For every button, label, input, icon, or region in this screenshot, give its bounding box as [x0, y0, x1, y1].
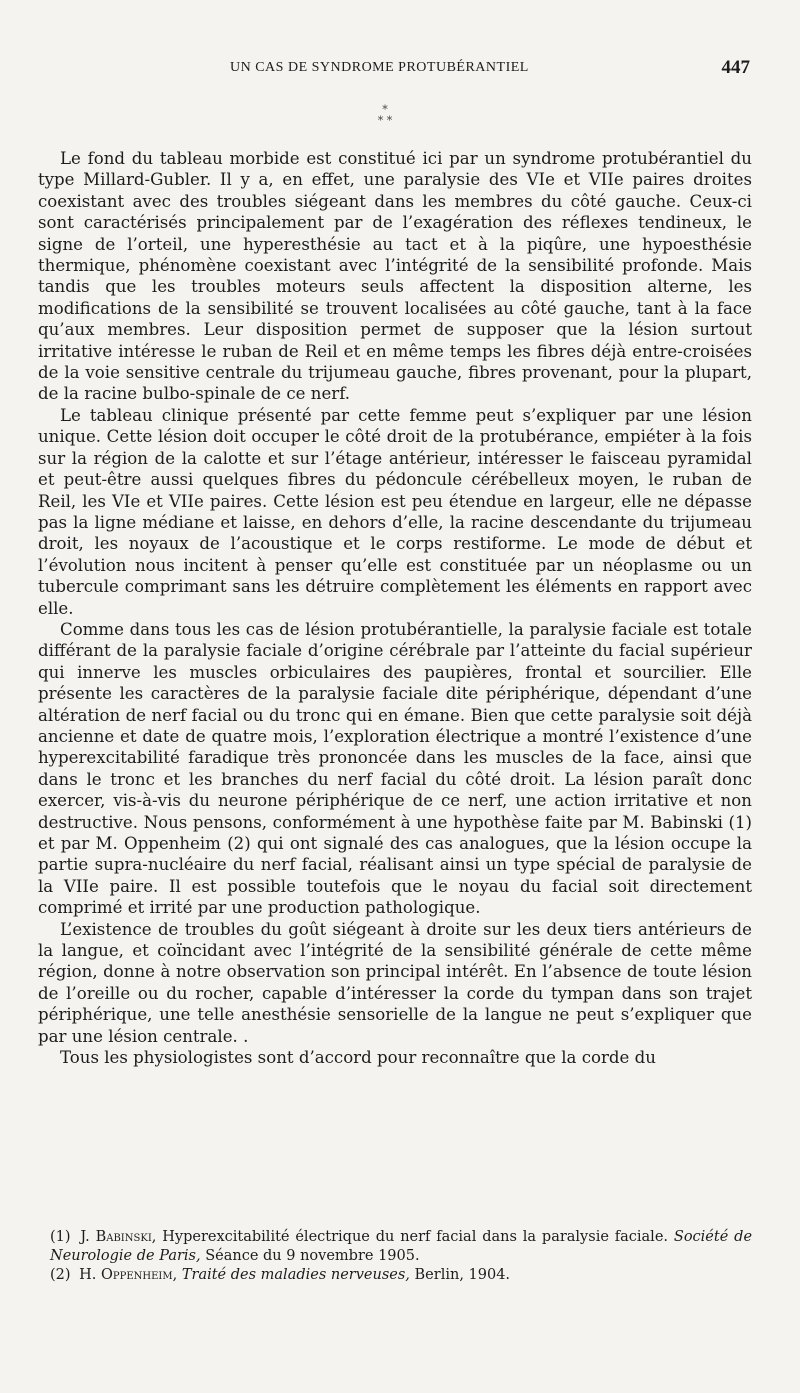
- page-number: 447: [721, 57, 750, 78]
- asterism-top: *: [382, 103, 388, 116]
- footnote-author: H. Oppenheim,: [79, 1267, 178, 1283]
- body-text: [38, 148, 752, 1068]
- running-title: UN CAS DE SYNDROME PROTUBÉRANTIEL: [230, 60, 529, 75]
- footnote-2: [50, 1266, 752, 1285]
- footnote-details: Séance du 9 novembre 1905.: [205, 1248, 420, 1264]
- paragraph-5: Tous les physiologistes sont d’accord pour reconnaître que la corde du: [60, 1048, 656, 1068]
- footnotes: [50, 1228, 752, 1285]
- paragraph-1: Le fond du tableau morbide est constitué ici par un syndrome protubérantiel du type Millard-Gubler. Il y a, en effet, une paralysie des VIe et VIIe paires droites coexistant avec des troubles siégeant dans les membres du côté gauche. Ceux-ci sont caractérisés principalement par de l’exagération des réflexes tendineux, le signe de l’orteil, une hyperesthésie au tact et à la piqûre, une hypoesthésie thermique, phénomène coexistant avec l’intégrité de la sensibilité profonde. Mais tandis que les troubles moteurs seuls affectent la disposition alterne, les modifications de la sensibilité se trouvent localisées au côté gauche, tant à la face qu’aux membres. Leur disposition permet de supposer que la lésion surtout irritative intéresse le ruban de Reil et en même temps les fibres déjà entre-croisées de la voie sensitive centrale du trijumeau gauche, fibres provenant, pour la plupart, de la racine bulbo-spinale de ce nerf.: [38, 149, 752, 404]
- asterism-bottom: * *: [377, 114, 393, 127]
- footnote-marker: (1): [50, 1229, 71, 1245]
- paragraph-3: Comme dans tous les cas de lésion protubérantielle, la paralysie faciale est totale différant de la paralysie faciale d’origine cérébrale par l’atteinte du facial supérieur qui innerve les muscles orbiculaires des paupières, frontal et sourcilier. Elle présente les caractères de la paralysie faciale dite périphérique, dépendant d’une altération de nerf facial ou du tronc qui en émane. Bien que cette paralysie soit déjà ancienne et date de quatre mois, l’exploration électrique a montré l’existence d’une hyperexcitabilité faradique très prononcée dans les muscles de la face, ainsi que dans le tronc et les branches du nerf facial du côté droit. La lésion paraît donc exercer, vis-à-vis du neurone périphérique de ce nerf, une action irritative et non destructive. Nous pensons, conformément à une hypothèse faite par M. Babinski (1) et par M. Oppenheim (2) qui ont signalé des cas analogues, que la lésion occupe la partie supra-nucléaire du nerf facial, réalisant ainsi un type spécial de paralysie de la VIIe paire. Il est possible toutefois que le noyau du facial soit directement comprimé et irrité par une production pathologique.: [38, 619, 752, 918]
- footnote-source: Traité des maladies nerveuses,: [181, 1267, 410, 1283]
- paragraph-4: L’existence de troubles du goût siégeant à droite sur les deux tiers antérieurs de la langue, et coïncidant avec l’intégrité de la sensibilité générale de cette même région, donne à notre observation son principal intérêt. En l’absence de toute lésion de l’oreille ou du rocher, capable d’intéresser la corde du tympan dans son trajet périphérique, une telle anesthésie sensorielle de la langue ne peut s’expliquer que par une lésion centrale. .: [38, 919, 752, 1046]
- footnote-source: Société de Neurologie de Paris,: [50, 1229, 753, 1264]
- footnote-author: J. Babinski,: [80, 1229, 157, 1245]
- footnote-details: Berlin, 1904.: [414, 1267, 511, 1283]
- footnote-1: [50, 1228, 752, 1266]
- asterism-separator: [370, 104, 400, 126]
- paragraph-2: Le tableau clinique présenté par cette femme peut s’expliquer par une lésion unique. Cette lésion doit occuper le côté droit de la protubérance, empiéter à la fois sur la région de la calotte et sur l’étage antérieur, intéresser le faisceau pyramidal et peut-être aussi quelques fibres du pédoncule cérébelleux moyen, le ruban de Reil, les VIe et VIIe paires. Cette lésion est peu étendue en largeur, elle ne dépasse pas la ligne médiane et laisse, en dehors d’elle, la racine descendante du trijumeau droit, les noyaux de l’acoustique et le corps restiforme. Le mode de début et l’évolution nous incitent à penser qu’elle est constituée par un néoplasme ou un tubercule comprimant sans les détruire complètement les éléments en rapport avec elle.: [38, 405, 752, 618]
- footnote-marker: (2): [50, 1267, 71, 1283]
- footnote-title: Hyperexcitabilité électrique du nerf facial dans la paralysie faciale.: [162, 1229, 669, 1245]
